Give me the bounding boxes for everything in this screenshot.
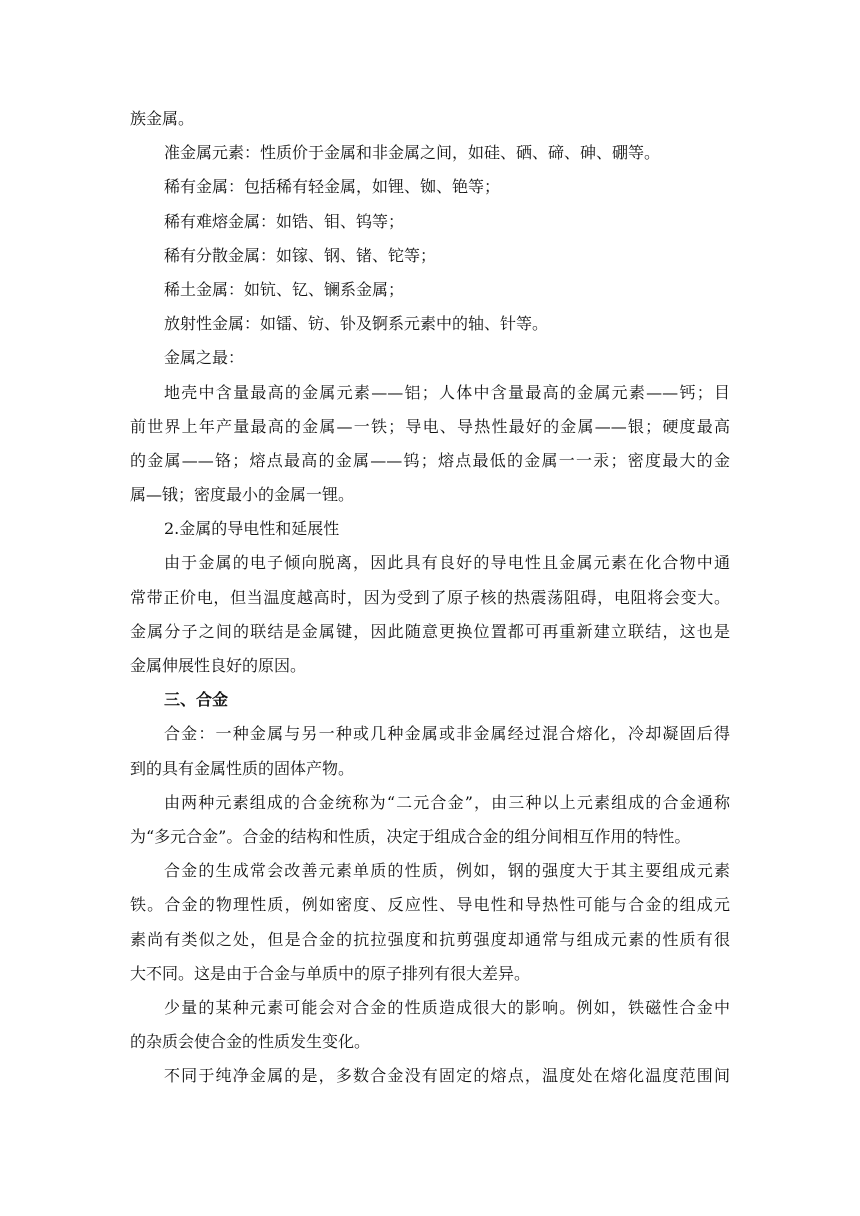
text-line: 素尚有类似之处，但是合金的抗拉强度和抗剪强度却通常与组成元素的性质有很	[130, 929, 730, 949]
text-line: 地壳中含量最高的金属元素——铝；人体中含量最高的金属元素——钙；目	[164, 382, 730, 402]
text-line: 族金属。	[130, 109, 195, 128]
text-line: 稀土金属：如钪、钇、镧系金属；	[164, 279, 405, 299]
text-line: 到的具有金属性质的固体产物。	[130, 758, 355, 778]
text-line: 稀有金属：包括稀有轻金属，如锂、铷、铯等；	[164, 177, 501, 197]
text-line: 合金：一种金属与另一种或几种金属或非金属经过混合熔化，冷却凝固后得	[164, 724, 730, 744]
document-page	[130, 102, 730, 1093]
text-line: 的金属——铬；熔点最高的金属——钨；熔点最低的金属一一汞；密度最大的金	[130, 450, 730, 470]
text-line: 由两种元素组成的合金统称为“二元合金”，由三种以上元素组成的合金通称	[164, 792, 730, 812]
text-line: 常带正价电，但当温度越高时，因为受到了原子核的热震荡阻碍，电阻将会变大。	[130, 587, 730, 607]
text-line: 大不同。这是由于合金与单质中的原子排列有很大差异。	[130, 963, 531, 983]
text-line: 放射性金属：如镭、钫、钋及锕系元素中的轴、针等。	[164, 314, 549, 334]
text-line: 准金属元素：性质价于金属和非金属之间，如硅、硒、碲、砷、硼等。	[164, 143, 661, 163]
text-line: 2.金属的导电性和延展性	[164, 519, 340, 539]
text-line: 稀有分散金属：如镓、钢、锗、铊等；	[164, 245, 437, 265]
text-line: 合金的生成常会改善元素单质的性质，例如，钢的强度大于其主要组成元素	[164, 861, 730, 881]
text-line: 不同于纯净金属的是，多数合金没有固定的熔点，温度处在熔化温度范围间	[164, 1066, 730, 1086]
text-line: 稀有难熔金属：如锆、钼、钨等；	[164, 211, 405, 231]
text-line: 金属伸展性良好的原因。	[130, 656, 307, 675]
text-line: 的杂质会使合金的性质发生变化。	[130, 1032, 371, 1052]
text-line: 少量的某种元素可能会对合金的性质造成很大的影响。例如，铁磁性合金中	[164, 997, 730, 1017]
text-line: 属—锇；密度最小的金属一锂。	[130, 485, 355, 505]
text-line: 由于金属的电子倾向脱离，因此具有良好的导电性且金属元素在化合物中通	[164, 553, 730, 573]
text-line: 金属之最：	[164, 348, 245, 368]
text-line: 金属分子之间的联结是金属键，因此随意更换位置都可再重新建立联结，这也是	[130, 621, 730, 641]
text-line: 为“多元合金”。合金的结构和性质，决定于组成合金的组分间相互作用的特性。	[130, 826, 691, 846]
text-line: 前世界上年产量最高的金属—一铁；导电、导热性最好的金属——银；硬度最高	[130, 416, 730, 436]
section-heading: 三、合金	[164, 690, 229, 710]
text-line: 铁。合金的物理性质，例如密度、反应性、导电性和导热性可能与合金的组成元	[130, 895, 730, 915]
